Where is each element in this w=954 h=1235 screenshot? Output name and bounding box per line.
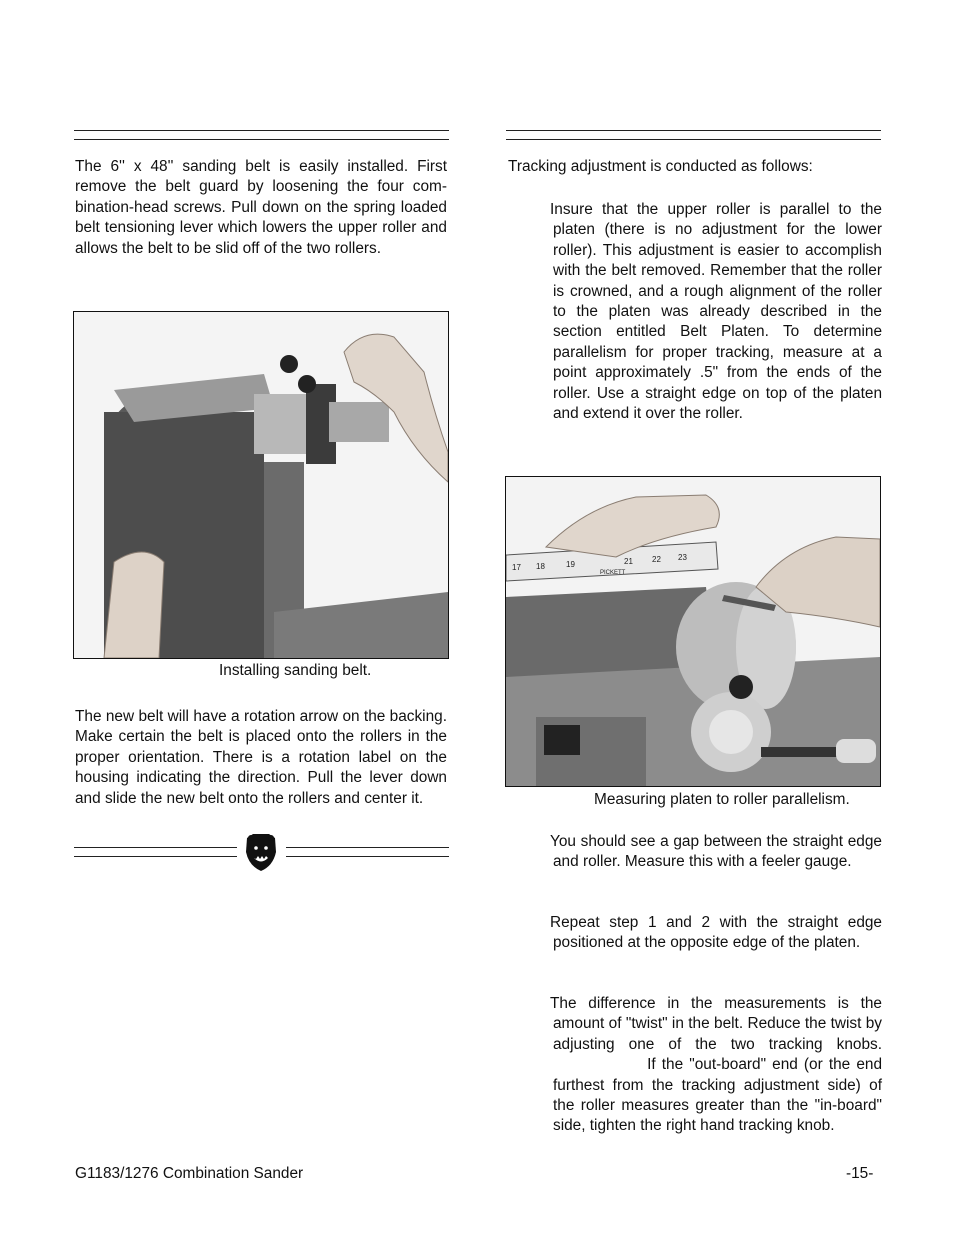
emblem-rule-left-top: [74, 847, 237, 848]
right-header-rule-bottom: [506, 139, 881, 140]
ruler-number: 23: [678, 553, 687, 562]
ruler-number: 18: [536, 562, 545, 571]
right-header-rule-top: [506, 130, 881, 131]
left-header-rule-bottom: [74, 139, 449, 140]
footer-page-number: -15-: [846, 1165, 874, 1182]
footer-manual-title: G1183/1276 Combination Sander: [75, 1165, 304, 1182]
left-intro-paragraph: The 6'' x 48'' sanding belt is easily installed. First remove the belt guard by loosening the four combination-head screws. Pull down on the spring loaded belt tensioning lever which lowers the upper roller and allows the belt to be slid off of the two rollers.: [75, 158, 447, 257]
left-figure-caption: Installing sanding belt.: [219, 662, 372, 679]
bear-logo-icon: [243, 832, 279, 872]
tracking-step-4: [550, 994, 882, 1137]
right-figure-caption: Measuring platen to roller parallelism.: [594, 791, 850, 808]
emblem-rule-right-bottom: [286, 856, 449, 857]
ruler-brand: PICKETT: [600, 570, 626, 576]
ruler-number: 17: [512, 563, 521, 572]
ruler-number: 19: [566, 560, 575, 569]
emblem-rule-right-top: [286, 847, 449, 848]
right-intro-paragraph: Tracking adjustment is conducted as follows:: [508, 158, 813, 175]
tracking-step-4-part-2: If the "out-board" end (or the end furthest from the tracking adjustment side) of the roller measures greater than the "in-board" side, tighten the right hand tracking knob.: [553, 1056, 883, 1135]
tracking-step-2: You should see a gap between the straight edge and roller. Measure this with a feeler gauge.: [550, 833, 882, 871]
left-header-rule-top: [74, 130, 449, 131]
tracking-step-4-part-1: The difference in the measurements is the amount of "twist" in the belt. Reduce the twist by adjusting one of the two tracking knobs.: [550, 995, 882, 1053]
ruler-number: 22: [652, 555, 661, 564]
tracking-step-1: Insure that the upper roller is parallel to the platen (there is no adjustment for the lower roller). This adjustment is easier to accomplish with the belt removed. Remember that the roller is crowned, and a rough alignment of the roller to the platen was already described in the section entitled Belt Platen. To determine parallelism for proper tracking, measure at a point approximately .5" from the ends of the roller. Use a straight edge on top of the platen and extend it over the roller.: [550, 201, 882, 423]
tracking-step-3: Repeat step 1 and 2 with the straight edge positioned at the opposite edge of the platen.: [550, 914, 882, 952]
ruler-number: 21: [624, 557, 633, 566]
measuring-parallelism-photo: [505, 476, 881, 787]
emblem-rule-left-bottom: [74, 856, 237, 857]
installing-belt-photo: [73, 311, 449, 659]
left-body-paragraph-2: The new belt will have a rotation arrow on the backing. Make certain the belt is placed onto the rollers in the proper orientation. There is a rotation label on the housing indicating the direction. Pull the lever down and slide the new belt onto the rollers and center it.: [75, 708, 447, 807]
